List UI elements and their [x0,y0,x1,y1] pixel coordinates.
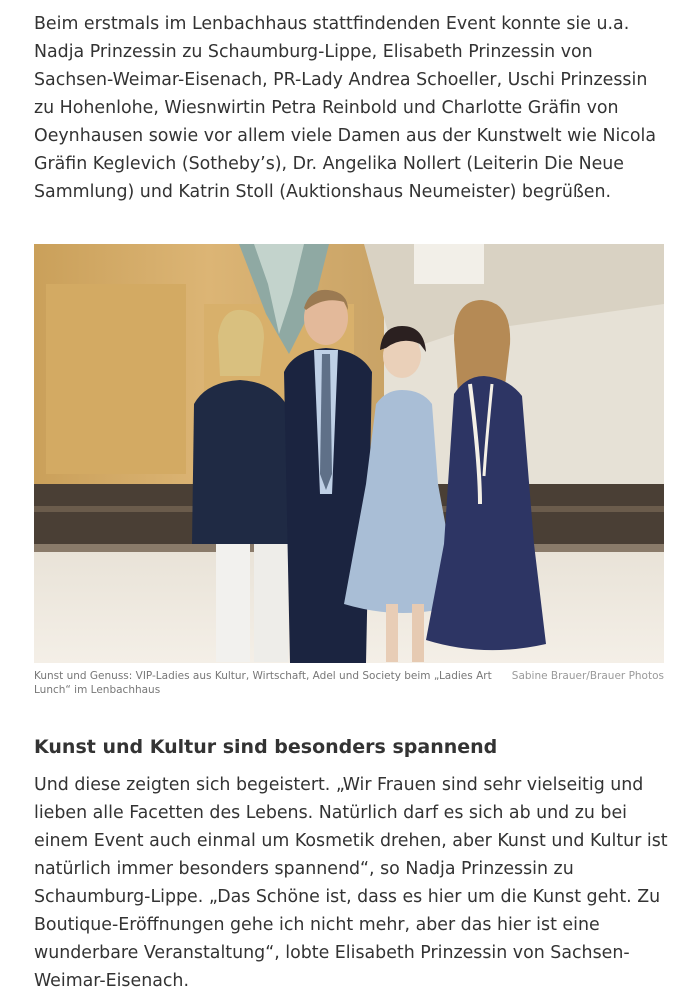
article-paragraph-2: Und diese zeigten sich begeistert. „Wir Frauen sind sehr vielseitig und lieben alle Facetten des Lebens. Natürlich darf es sich ab und zu bei einem Event auch einmal um Kosmetik drehen, aber Kunst und Kultur ist natürlich immer besonders spannend“, so Nadja Prinzessin zu Schaumburg-Lippe. „Das Schöne ist, dass es hier um die Kunst geht. Zu Boutique-Eröffnungen gehe ich nicht mehr, aber das hier ist eine wunderbare Veranstaltung“, lobte Elisabeth Prinzessin von Sachsen-Weimar-Eisenach. [34,775,668,991]
figure-caption-row [34,669,664,703]
event-photo[interactable] [34,244,664,663]
article-figure [34,244,664,703]
article-paragraph-1: Beim erstmals im Lenbachhaus stattfindenden Event konnte sie u.a. Nadja Prinzessin zu Schaumburg-Lippe, Elisabeth Prinzessin von Sachsen-Weimar-Eisenach, PR-Lady Andrea Schoeller, Uschi Prinzessin zu Hohenlohe, Wiesnwirtin Petra Reinbold und Charlotte Gräfin von Oeynhausen sowie vor allem viele Damen aus der Kunstwelt wie Nicola Gräfin Keglevich (Sotheby’s), Dr. Angelika Nollert (Leiterin Die Neue Sammlung) und Katrin Stoll (Auktionshaus Neumeister) begrüßen. [34,14,656,202]
photo-credit: Sabine Brauer/Brauer Photos [511,670,664,682]
figure-caption: Kunst und Genuss: VIP-Ladies aus Kultur, Wirtschaft, Adel und Society beim „Ladies Art Lunch“ im Lenbachhaus [34,670,492,696]
section-heading: Kunst und Kultur sind besonders spannend [34,736,498,758]
